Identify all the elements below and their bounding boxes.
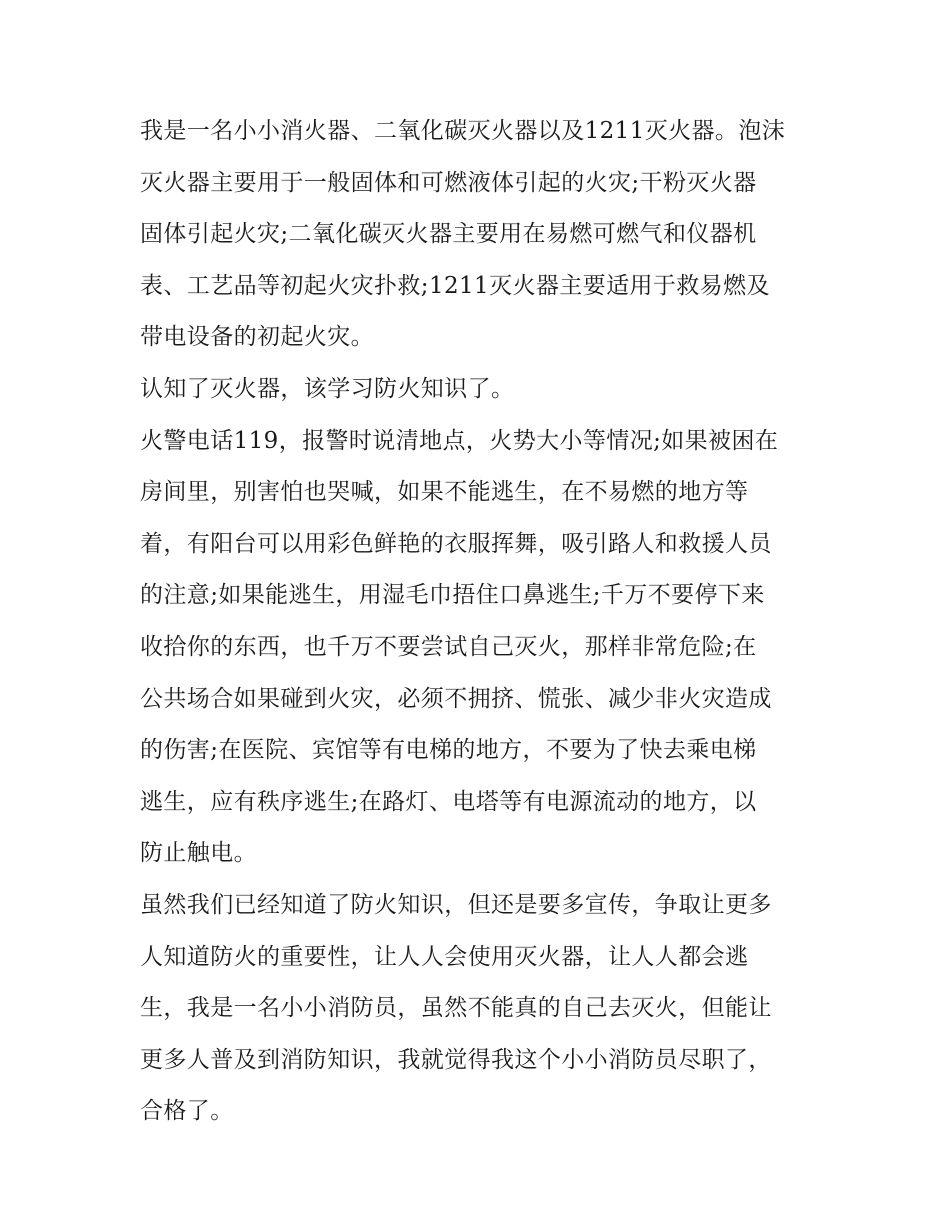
- text-line: 固体引起火灾;二氧化碳灭火器主要用在易燃可燃气和仪器机: [140, 221, 757, 248]
- text-line: 公共场合如果碰到火灾，必须不拥挤、慌张、减少非火灾造成: [140, 685, 772, 712]
- text-line: 收拾你的东西，也千万不要尝试自己灭火，那样非常危险;在: [140, 633, 757, 660]
- paragraph-conclusion: [140, 880, 820, 1138]
- text-line: 逃生，应有秩序逃生;在路灯、电塔等有电源流动的地方，以: [140, 788, 757, 815]
- text-line: 表、工艺品等初起火灾扑救;1211灭火器主要适用于救易燃及: [140, 272, 770, 299]
- paragraph-fire-extinguishers: [140, 106, 820, 364]
- text-line: 防止触电。: [140, 840, 257, 867]
- text-line: 生，我是一名小小消防员，虽然不能真的自己去灭火，但能让: [140, 995, 772, 1022]
- text-line: 人知道防火的重要性，让人人会使用灭火器，让人人都会逃: [140, 943, 749, 970]
- text-line: 更多人普及到消防知识，我就觉得我这个小小消防员尽职了，: [140, 1046, 772, 1073]
- text-line: 着，有阳台可以用彩色鲜艳的衣服挥舞，吸引路人和救援人员: [140, 530, 772, 557]
- text-line: 虽然我们已经知道了防火知识，但还是要多宣传，争取让更多: [140, 891, 772, 918]
- text-line: 带电设备的初起火灾。: [140, 324, 374, 351]
- text-line: 的注意;如果能逃生，用湿毛巾捂住口鼻逃生;千万不要停下来: [140, 582, 765, 609]
- text-line: 火警电话119，报警时说清地点，火势大小等情况;如果被困在: [140, 427, 779, 454]
- text-line: 我是一名小小消火器、二氧化碳灭火器以及1211灭火器。泡沫: [140, 118, 786, 144]
- text-line: 房间里，别害怕也哭喊，如果不能逃生，在不易燃的地方等: [140, 479, 749, 506]
- document-body: [140, 106, 820, 1138]
- text-line: 灭火器主要用于一般固体和可燃液体引起的火灾;干粉灭火器: [140, 169, 757, 196]
- text-line: 合格了。: [140, 1098, 234, 1125]
- paragraph-transition: [140, 364, 820, 416]
- text-line: 的伤害;在医院、宾馆等有电梯的地方，不要为了快去乘电梯: [140, 737, 757, 764]
- text-line: 认知了灭火器，该学习防火知识了。: [140, 375, 515, 402]
- paragraph-fire-safety-knowledge: [140, 416, 820, 880]
